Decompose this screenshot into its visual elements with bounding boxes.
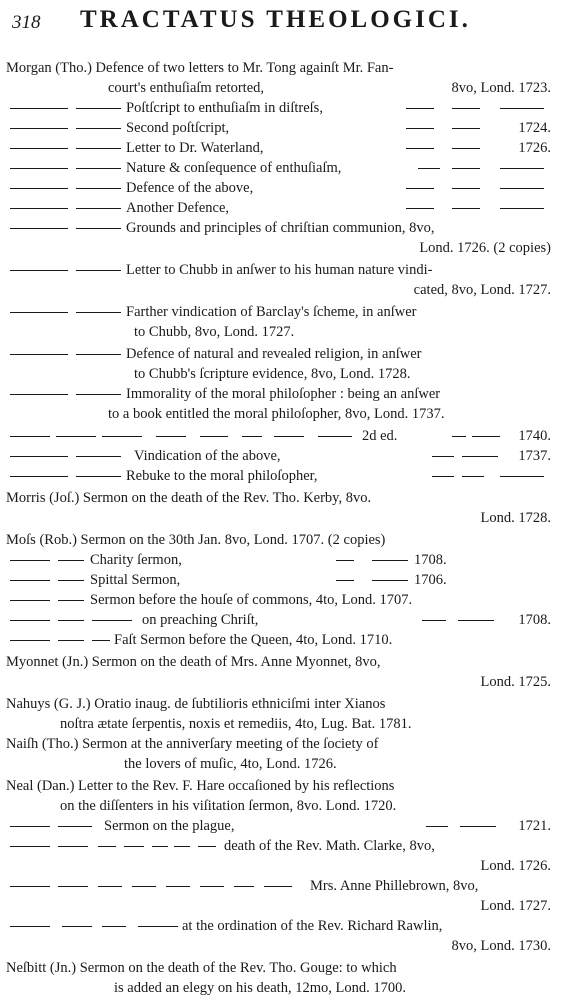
ditto-rule xyxy=(432,456,454,457)
ditto-rule xyxy=(406,128,434,129)
ditto-rule xyxy=(500,108,544,109)
entry-text: Another Defence, xyxy=(126,200,230,216)
ditto-rule xyxy=(10,926,50,927)
entry-line xyxy=(6,322,551,342)
entry-text: Immorality of the moral philoſopher : being an anſwer xyxy=(126,386,441,402)
entry-line xyxy=(6,466,551,486)
entry-text: Second poſtſcript, xyxy=(126,120,230,136)
entry-line xyxy=(6,260,551,280)
entry-imprint: 8vo, Lond. 1723. xyxy=(451,80,551,96)
entry-line xyxy=(6,630,551,650)
ditto-rule xyxy=(500,168,544,169)
ditto-rule xyxy=(10,620,50,621)
ditto-rule xyxy=(406,108,434,109)
ditto-rule xyxy=(166,886,190,887)
ditto-rule xyxy=(234,886,254,887)
entry-text: Grounds and principles of chriſtian communion, 8vo, xyxy=(126,220,435,236)
entry-line xyxy=(6,570,551,590)
ditto-rule xyxy=(198,846,216,847)
entry-line xyxy=(6,58,551,78)
ditto-rule xyxy=(76,312,121,313)
ditto-rule xyxy=(200,436,228,437)
entry-line xyxy=(6,978,551,998)
entry-text: Rebuke to the moral philoſopher, xyxy=(126,468,318,484)
ditto-rule xyxy=(200,886,224,887)
entry-text: Naiſh (Tho.) Sermon at the anniverſary meeting of the ſociety of xyxy=(6,736,379,752)
entry-text: Sermon on the plague, xyxy=(104,818,235,834)
entry-line xyxy=(6,508,551,528)
entry-line xyxy=(6,610,551,630)
ditto-rule xyxy=(462,476,484,477)
entry-imprint: 1740. xyxy=(518,428,551,444)
ditto-rule xyxy=(10,476,68,477)
entry-line xyxy=(6,550,551,570)
entry-line xyxy=(6,590,551,610)
entry-imprint: cated, 8vo, Lond. 1727. xyxy=(413,282,551,298)
entry-line xyxy=(6,78,551,98)
ditto-rule xyxy=(102,436,142,437)
entry-text: to Chubb's ſcripture evidence, 8vo, Lond. 1728. xyxy=(134,366,411,382)
ditto-rule xyxy=(10,148,68,149)
entry-text: Nature & conſequence of enthuſiaſm, xyxy=(126,160,342,176)
ditto-rule xyxy=(418,168,440,169)
entry-text: Mrs. Anne Phillebrown, 8vo, xyxy=(310,878,479,894)
entry-line xyxy=(6,958,551,978)
page-title: TRACTATUS THEOLOGICI. xyxy=(80,6,471,33)
ditto-rule xyxy=(472,436,500,437)
ditto-rule xyxy=(98,886,122,887)
ditto-rule xyxy=(10,394,68,395)
ditto-rule xyxy=(76,148,121,149)
ditto-rule xyxy=(76,228,121,229)
entry-line xyxy=(6,404,551,424)
ditto-rule xyxy=(242,436,262,437)
entry-line xyxy=(6,652,551,672)
ditto-rule xyxy=(10,168,68,169)
entry-text: to a book entitled the moral philoſopher, 8vo, Lond. 1737. xyxy=(108,406,445,422)
entry-line xyxy=(6,672,551,692)
ditto-rule xyxy=(406,188,434,189)
ditto-rule xyxy=(500,476,544,477)
entry-line xyxy=(6,138,551,158)
ditto-rule xyxy=(62,926,92,927)
ditto-rule xyxy=(372,580,408,581)
entry-text: Myonnet (Jn.) Sermon on the death of Mrs. Anne Myonnet, 8vo, xyxy=(6,654,381,670)
ditto-rule xyxy=(432,476,454,477)
ditto-rule xyxy=(318,436,352,437)
entry-imprint: 1721. xyxy=(518,818,551,834)
ditto-rule xyxy=(102,926,126,927)
entry-text: Poſtſcript to enthuſiaſm in diſtreſs, xyxy=(126,100,323,116)
entry-line xyxy=(6,694,551,714)
ditto-rule xyxy=(372,560,408,561)
entry-imprint: Lond. 1726. xyxy=(480,858,551,874)
ditto-rule xyxy=(76,108,121,109)
ditto-rule xyxy=(10,436,50,437)
entry-text: Morgan (Tho.) Defence of two letters to Mr. Tong againſt Mr. Fan- xyxy=(6,60,394,76)
entry-text: at the ordination of the Rev. Richard Rawlin, xyxy=(182,918,443,934)
ditto-rule xyxy=(58,620,84,621)
ditto-rule xyxy=(76,168,121,169)
ditto-rule xyxy=(76,188,121,189)
entry-line xyxy=(6,836,551,856)
entry-text: Defence of natural and revealed religion, in anſwer xyxy=(126,346,422,362)
entry-imprint: Lond. 1725. xyxy=(480,674,551,690)
ditto-rule xyxy=(10,560,50,561)
entry-text: Vindication of the above, xyxy=(134,448,281,464)
entry-line xyxy=(6,916,551,936)
entry-line xyxy=(6,936,551,956)
ditto-rule xyxy=(58,886,88,887)
entry-text: court's enthuſiaſm retorted, xyxy=(108,80,265,96)
entry-text: 2d ed. xyxy=(362,428,398,444)
ditto-rule xyxy=(138,926,178,927)
entry-line xyxy=(6,218,551,238)
entry-imprint: 8vo, Lond. 1730. xyxy=(451,938,551,954)
entry-imprint: 1726. xyxy=(518,140,551,156)
ditto-rule xyxy=(274,436,304,437)
entry-line xyxy=(6,856,551,876)
ditto-rule xyxy=(58,560,84,561)
ditto-rule xyxy=(132,886,156,887)
entry-line xyxy=(6,754,551,774)
ditto-rule xyxy=(452,436,466,437)
entry-imprint: 1724. xyxy=(518,120,551,136)
ditto-rule xyxy=(76,208,121,209)
entry-line xyxy=(6,734,551,754)
ditto-rule xyxy=(10,228,68,229)
entry-text: Spittal Sermon, xyxy=(90,572,181,588)
entry-line xyxy=(6,796,551,816)
entry-line xyxy=(6,384,551,404)
page-number: 318 xyxy=(12,12,41,33)
entry-text: Sermon before the houſe of commons, 4to, Lond. 1707. xyxy=(90,592,413,608)
entry-line xyxy=(6,98,551,118)
entry-text: is added an elegy on his death, 12mo, Lond. 1700. xyxy=(114,980,406,996)
ditto-rule xyxy=(76,128,121,129)
entry-line xyxy=(6,364,551,384)
entry-line xyxy=(6,714,551,734)
entry-imprint: 1708. xyxy=(518,612,551,628)
ditto-rule xyxy=(406,148,434,149)
ditto-rule xyxy=(452,128,480,129)
ditto-rule xyxy=(76,456,121,457)
entry-imprint: Lond. 1726. (2 copies) xyxy=(419,240,551,256)
ditto-rule xyxy=(58,846,88,847)
ditto-rule xyxy=(124,846,144,847)
entry-imprint: Lond. 1727. xyxy=(480,898,551,914)
entry-text: to Chubb, 8vo, Lond. 1727. xyxy=(134,324,295,340)
ditto-rule xyxy=(452,108,480,109)
entry-line xyxy=(6,158,551,178)
ditto-rule xyxy=(458,620,494,621)
ditto-rule xyxy=(500,188,544,189)
ditto-rule xyxy=(156,436,186,437)
ditto-rule xyxy=(10,846,50,847)
page-header xyxy=(10,4,555,38)
ditto-rule xyxy=(10,826,50,827)
entry-text: on preaching Chriſt, xyxy=(142,612,259,628)
entry-text: Morris (Joſ.) Sermon on the death of the Rev. Tho. Kerby, 8vo. xyxy=(6,490,372,506)
ditto-rule xyxy=(500,208,544,209)
ditto-rule xyxy=(92,640,110,641)
entry-line xyxy=(6,876,551,896)
ditto-rule xyxy=(58,640,84,641)
ditto-rule xyxy=(92,620,132,621)
ditto-rule xyxy=(452,188,480,189)
entry-line xyxy=(6,118,551,138)
entry-text: 1706. xyxy=(414,572,447,588)
ditto-rule xyxy=(76,270,121,271)
entry-line xyxy=(6,280,551,300)
ditto-rule xyxy=(422,620,446,621)
entry-line xyxy=(6,302,551,322)
entry-text: Neal (Dan.) Letter to the Rev. F. Hare occaſioned by his reflections xyxy=(6,778,395,794)
ditto-rule xyxy=(426,826,448,827)
entry-line xyxy=(6,426,551,446)
entry-text: Neſbitt (Jn.) Sermon on the death of the Rev. Tho. Gouge: to which xyxy=(6,960,397,976)
ditto-rule xyxy=(76,354,121,355)
ditto-rule xyxy=(10,312,68,313)
entry-text: on the diſſenters in his viſitation ſermon, 8vo. Lond. 1720. xyxy=(60,798,397,814)
entry-line xyxy=(6,446,551,466)
entry-line xyxy=(6,530,551,550)
entry-text: noſtra ætate ſerpentis, noxis et remediis, 4to, Lug. Bat. 1781. xyxy=(60,716,412,732)
entry-line xyxy=(6,178,551,198)
entry-line xyxy=(6,344,551,364)
ditto-rule xyxy=(56,436,96,437)
entry-text: Nahuys (G. J.) Oratio inaug. de ſubtilioris ethniciſmi inter Xianos xyxy=(6,696,386,712)
ditto-rule xyxy=(460,826,496,827)
ditto-rule xyxy=(10,128,68,129)
ditto-rule xyxy=(76,476,121,477)
entry-text: 1708. xyxy=(414,552,447,568)
ditto-rule xyxy=(462,456,498,457)
ditto-rule xyxy=(10,600,50,601)
ditto-rule xyxy=(58,826,92,827)
ditto-rule xyxy=(264,886,292,887)
entry-line xyxy=(6,776,551,796)
ditto-rule xyxy=(76,394,121,395)
ditto-rule xyxy=(10,270,68,271)
ditto-rule xyxy=(336,560,354,561)
ditto-rule xyxy=(10,456,68,457)
entry-text: Moſs (Rob.) Sermon on the 30th Jan. 8vo, Lond. 1707. (2 copies) xyxy=(6,532,386,548)
entry-text: Charity ſermon, xyxy=(90,552,182,568)
ditto-rule xyxy=(152,846,168,847)
entry-text: Defence of the above, xyxy=(126,180,254,196)
entry-line xyxy=(6,816,551,836)
entry-imprint: Lond. 1728. xyxy=(480,510,551,526)
ditto-rule xyxy=(452,168,480,169)
ditto-rule xyxy=(10,640,50,641)
ditto-rule xyxy=(336,580,354,581)
entry-text: the lovers of muſic, 4to, Lond. 1726. xyxy=(124,756,337,772)
entry-text: death of the Rev. Math. Clarke, 8vo, xyxy=(224,838,435,854)
ditto-rule xyxy=(10,108,68,109)
entry-text: Letter to Dr. Waterland, xyxy=(126,140,264,156)
ditto-rule xyxy=(174,846,190,847)
ditto-rule xyxy=(10,886,50,887)
entry-imprint: 1737. xyxy=(518,448,551,464)
ditto-rule xyxy=(58,580,84,581)
ditto-rule xyxy=(10,354,68,355)
ditto-rule xyxy=(10,208,68,209)
entry-text: Faſt Sermon before the Queen, 4to, Lond. 1710. xyxy=(114,632,393,648)
entry-line xyxy=(6,896,551,916)
ditto-rule xyxy=(406,208,434,209)
ditto-rule xyxy=(58,600,84,601)
ditto-rule xyxy=(452,148,480,149)
ditto-rule xyxy=(98,846,116,847)
entry-line xyxy=(6,488,551,508)
ditto-rule xyxy=(10,580,50,581)
entry-line xyxy=(6,198,551,218)
entry-text: Letter to Chubb in anſwer to his human nature vindi- xyxy=(126,262,433,278)
entry-line xyxy=(6,238,551,258)
entry-text: Farther vindication of Barclay's ſcheme, in anſwer xyxy=(126,304,417,320)
ditto-rule xyxy=(452,208,480,209)
ditto-rule xyxy=(10,188,68,189)
